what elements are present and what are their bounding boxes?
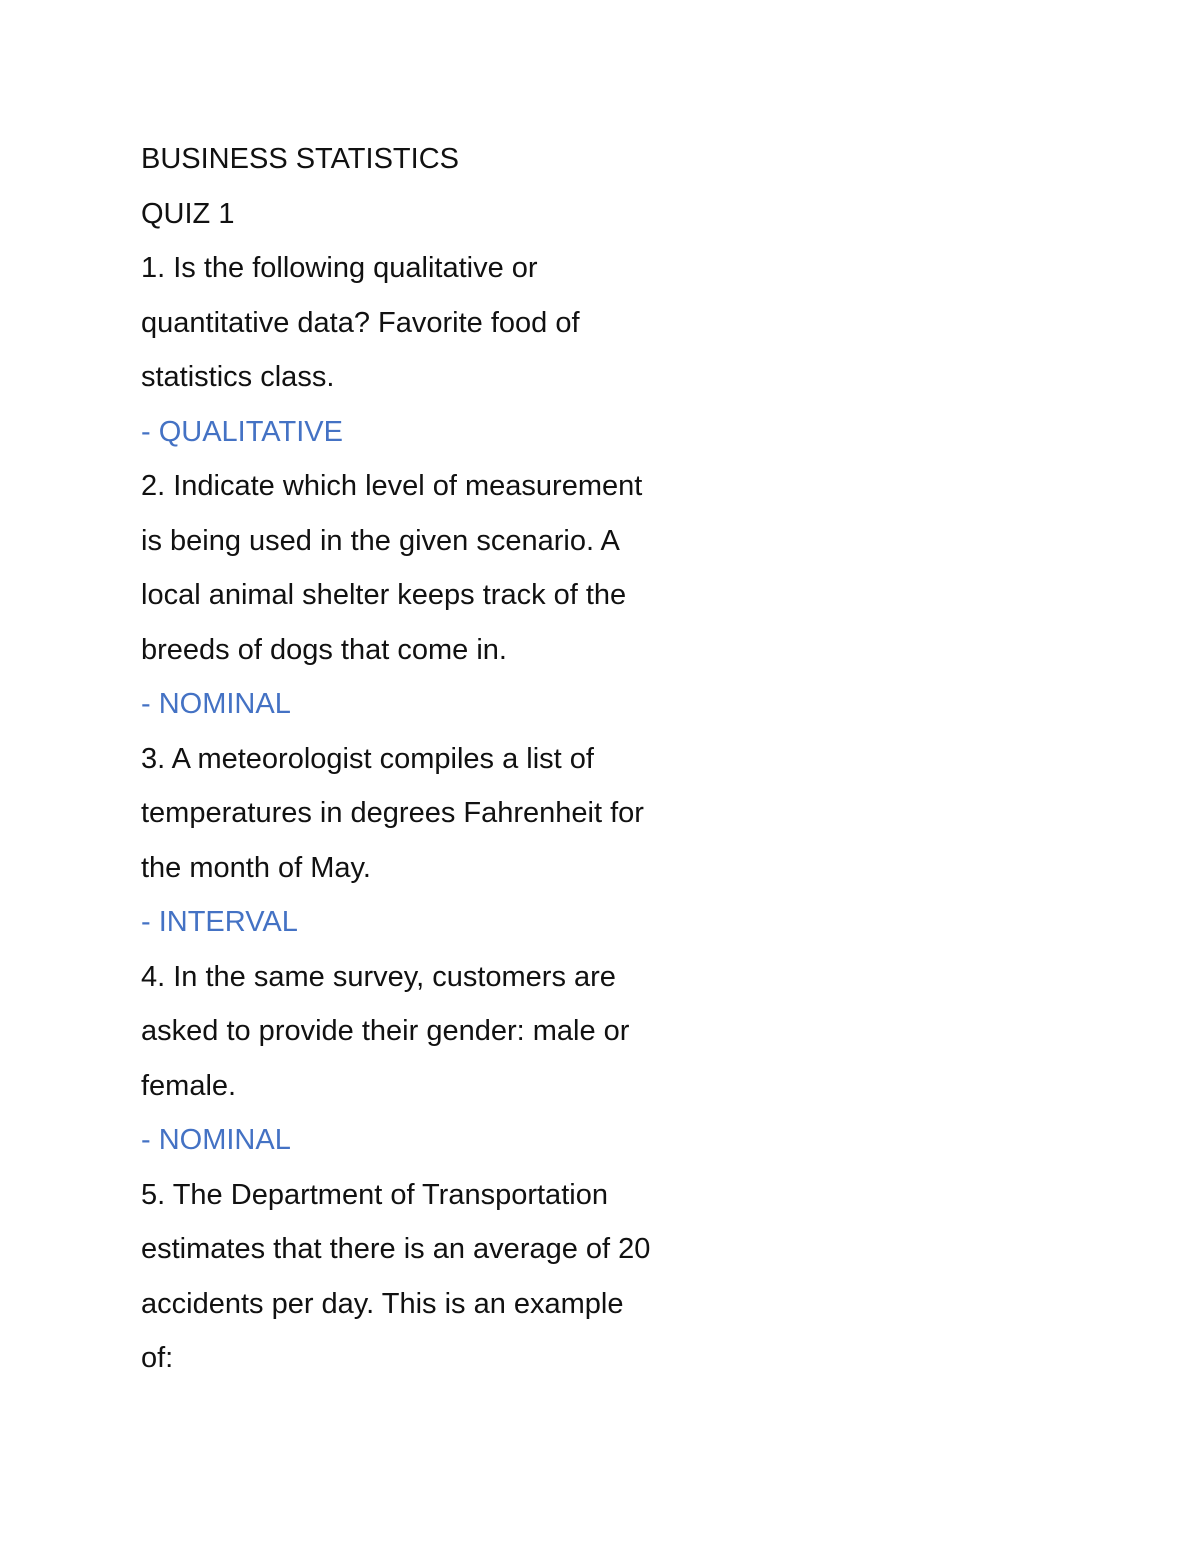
question-3-line-1: 3. A meteorologist compiles a list of	[141, 742, 594, 775]
question-2-line-2: is being used in the given scenario. A	[141, 524, 620, 557]
answer-1: - QUALITATIVE	[141, 415, 343, 448]
question-5-line-2: estimates that there is an average of 20	[141, 1233, 651, 1265]
quiz-label: QUIZ 1	[141, 197, 235, 230]
document-title: BUSINESS STATISTICS	[141, 143, 459, 175]
document-body	[141, 132, 721, 1386]
question-3-line-3: the month of May.	[141, 851, 371, 884]
question-5-line-4: of:	[141, 1342, 174, 1374]
question-2-line-1: 2. Indicate which level of measurement	[141, 470, 643, 502]
question-4-line-3: female.	[141, 1069, 237, 1102]
question-4-line-1: 4. In the same survey, customers are	[141, 960, 616, 993]
question-5-line-3: accidents per day. This is an example	[141, 1287, 624, 1320]
question-3-line-2: temperatures in degrees Fahrenheit for	[141, 797, 644, 829]
question-1-line-1: 1. Is the following qualitative or	[141, 252, 538, 284]
answer-2: - NOMINAL	[141, 688, 291, 720]
question-5-line-1: 5. The Department of Transportation	[141, 1178, 608, 1211]
question-4-line-2: asked to provide their gender: male or	[141, 1015, 630, 1047]
question-1-line-3: statistics class.	[141, 361, 335, 393]
answer-4: - NOMINAL	[141, 1124, 291, 1156]
question-1-line-2: quantitative data? Favorite food of	[141, 306, 580, 339]
question-2-line-3: local animal shelter keeps track of the	[141, 579, 627, 611]
question-2-line-4: breeds of dogs that come in.	[141, 633, 507, 666]
answer-3: - INTERVAL	[141, 906, 298, 938]
